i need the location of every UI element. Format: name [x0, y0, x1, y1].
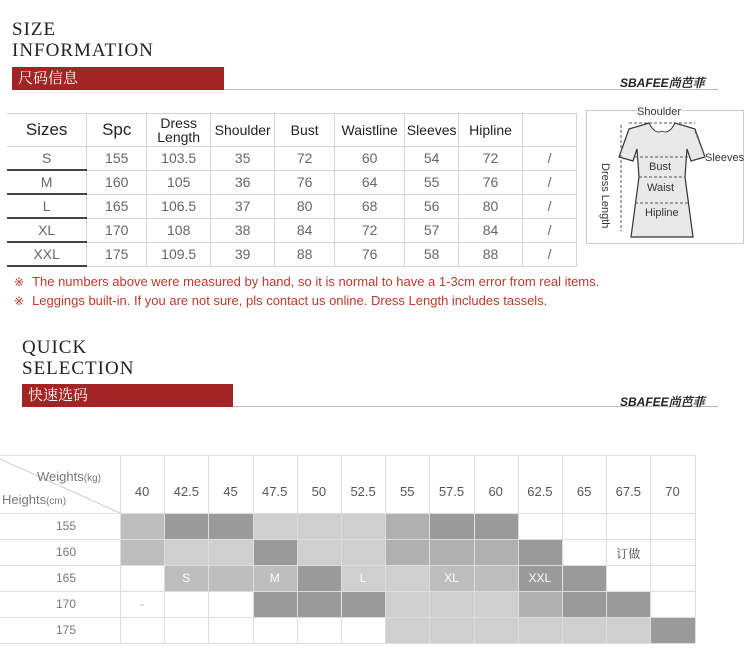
table-cell: 72 — [275, 147, 335, 171]
header-dress-length: Dress Length — [147, 114, 211, 147]
table-row — [7, 170, 577, 194]
shade-cell — [429, 539, 473, 565]
size-title-line2: INFORMATION — [12, 40, 154, 61]
header-waistline: Waistline — [335, 114, 405, 147]
table-cell: 88 — [275, 242, 335, 266]
grid-hline — [0, 643, 695, 644]
table-cell: 54 — [405, 147, 459, 171]
weight-header: 57.5 — [438, 484, 465, 499]
header-shoulder: Shoulder — [211, 114, 275, 147]
grid-hline — [0, 565, 695, 566]
note-mark: ※ — [14, 294, 25, 308]
quick-title-line1: QUICK — [22, 337, 88, 358]
table-cell: 88 — [459, 242, 523, 266]
table-cell: / — [523, 218, 577, 242]
table-cell: 170 — [87, 218, 147, 242]
weight-header: 65 — [576, 484, 592, 499]
shade-cell — [253, 513, 297, 539]
table-cell: 106.5 — [147, 194, 211, 218]
size-tag: L — [359, 571, 367, 585]
shade-cell — [562, 565, 606, 591]
shade-cell — [297, 539, 341, 565]
shade-cell — [562, 617, 606, 643]
custom-order-label: 订做 — [616, 547, 641, 561]
table-cell: 84 — [459, 218, 523, 242]
table-row — [7, 147, 577, 171]
diagram-hipline-label: Hipline — [645, 207, 679, 219]
shade-cell — [474, 617, 518, 643]
shade-cell — [297, 513, 341, 539]
heights-unit: (cm) — [46, 496, 67, 507]
shade-cell — [385, 617, 429, 643]
table-cell: 103.5 — [147, 147, 211, 171]
size-title-line1: SIZE — [12, 19, 57, 40]
weight-header: 62.5 — [527, 484, 553, 499]
header-sleeves: Sleeves — [405, 114, 459, 147]
height-label: 165 — [56, 571, 77, 585]
size-table-header — [7, 114, 577, 147]
brand-logo-2: SBAFEE尚芭菲 — [620, 395, 705, 409]
weight-header: 45 — [223, 484, 238, 499]
weight-header: 67.5 — [615, 484, 641, 499]
size-table — [7, 113, 577, 267]
note-2 — [14, 293, 547, 308]
table-cell: 76 — [335, 242, 405, 266]
table-cell: 109.5 — [147, 242, 211, 266]
weights-header — [37, 469, 101, 484]
table-cell: 155 — [87, 147, 147, 171]
grid-hline — [0, 539, 695, 540]
shade-cell — [385, 539, 429, 565]
table-row — [7, 242, 577, 266]
shade-cell — [385, 565, 429, 591]
table-cell: 105 — [147, 170, 211, 194]
table-cell: 72 — [459, 147, 523, 171]
shade-cell — [474, 539, 518, 565]
table-cell: 35 — [211, 147, 275, 171]
shade-cell — [341, 513, 385, 539]
shade-cell — [253, 539, 297, 565]
shade-cell — [429, 591, 473, 617]
grid-vline — [695, 455, 696, 643]
diagram-dress-length-label: Dress Length — [599, 163, 611, 229]
shade-cell — [518, 539, 562, 565]
table-cell: 76 — [459, 170, 523, 194]
table-cell: / — [523, 147, 577, 171]
table-cell: / — [523, 170, 577, 194]
height-label: 175 — [56, 623, 77, 637]
table-cell: 68 — [335, 194, 405, 218]
note-1 — [14, 274, 599, 289]
shade-cell — [385, 513, 429, 539]
grid-hline — [0, 617, 695, 618]
size-cell: L — [7, 194, 87, 218]
table-cell: 64 — [335, 170, 405, 194]
table-cell: 108 — [147, 218, 211, 242]
size-cell: XL — [7, 218, 87, 242]
table-cell: 84 — [275, 218, 335, 242]
weight-header: 50 — [311, 484, 327, 499]
table-cell: 165 — [87, 194, 147, 218]
table-cell: 37 — [211, 194, 275, 218]
table-cell: 60 — [335, 147, 405, 171]
shade-cell — [120, 539, 164, 565]
diagram-sleeves-label: Sleeves — [705, 152, 745, 164]
shade-cell — [208, 539, 252, 565]
grid-hline — [0, 591, 695, 592]
shade-cell — [606, 591, 650, 617]
grid-hline — [0, 513, 695, 514]
shade-cell — [385, 591, 429, 617]
size-tag: S — [182, 571, 191, 585]
weights-unit: (kg) — [83, 473, 101, 484]
header-extra — [523, 114, 577, 147]
table-cell: 80 — [459, 194, 523, 218]
size-info-bar: 尺码信息 — [12, 67, 224, 90]
weight-header: 40 — [134, 484, 150, 499]
table-cell: / — [523, 194, 577, 218]
weight-header: 60 — [488, 484, 503, 499]
diagram-bust-label: Bust — [649, 161, 672, 173]
header-sizes: Sizes — [7, 114, 87, 147]
table-row — [7, 194, 577, 218]
shade-cell — [518, 617, 562, 643]
table-cell: 160 — [87, 170, 147, 194]
dress-diagram — [586, 106, 745, 244]
shade-cell — [208, 565, 252, 591]
shade-cell — [208, 513, 252, 539]
brand-logo: SBAFEE尚芭菲 — [620, 76, 705, 90]
table-cell: 36 — [211, 170, 275, 194]
shade-cell — [562, 591, 606, 617]
table-cell: 58 — [405, 242, 459, 266]
shade-cell — [297, 591, 341, 617]
weight-header: 42.5 — [173, 484, 199, 499]
note-text: The numbers above were measured by hand, so it is normal to have a 1-3cm error from real items. — [32, 274, 600, 289]
heights-header — [2, 492, 66, 507]
shade-cell — [650, 617, 694, 643]
shade-cell — [341, 539, 385, 565]
shade-cell — [164, 539, 208, 565]
shade-cell — [474, 513, 518, 539]
header-bust: Bust — [275, 114, 335, 147]
weight-header: 70 — [665, 484, 680, 499]
shade-cell — [474, 591, 518, 617]
table-cell: 76 — [275, 170, 335, 194]
height-label: 155 — [56, 519, 77, 533]
header-hipline: Hipline — [459, 114, 523, 147]
weight-header: 47.5 — [262, 484, 288, 499]
table-cell: 55 — [405, 170, 459, 194]
quick-selection-grid — [0, 455, 750, 657]
size-tag: M — [269, 571, 280, 585]
size-cell: S — [7, 147, 87, 171]
weight-header: 52.5 — [350, 484, 376, 499]
table-cell: 57 — [405, 218, 459, 242]
note-mark: ※ — [14, 275, 25, 289]
table-row — [7, 218, 577, 242]
table-cell: 80 — [275, 194, 335, 218]
shade-cell — [474, 565, 518, 591]
shade-cell — [120, 513, 164, 539]
height-label: 170 — [56, 597, 77, 611]
shade-cell — [164, 513, 208, 539]
shade-cell — [253, 591, 297, 617]
dash-mark: - — [140, 597, 145, 611]
weights-label: Weights — [37, 469, 84, 484]
grid-hline — [0, 455, 695, 456]
table-cell: 56 — [405, 194, 459, 218]
table-cell: / — [523, 242, 577, 266]
heights-label: Heights — [2, 492, 47, 507]
table-cell: 72 — [335, 218, 405, 242]
header-spc: Spc — [87, 114, 147, 147]
size-tag: XXL — [528, 571, 552, 585]
size-cell: M — [7, 170, 87, 194]
weight-header: 55 — [400, 484, 415, 499]
size-tag: XL — [444, 571, 459, 585]
quick-title-line2: SELECTION — [22, 358, 135, 379]
shade-cell — [297, 565, 341, 591]
shade-cell — [606, 617, 650, 643]
diagram-waist-label: Waist — [647, 182, 675, 194]
shade-cell — [429, 513, 473, 539]
shade-cell — [518, 591, 562, 617]
table-cell: 39 — [211, 242, 275, 266]
quick-selection-bar: 快速选码 — [22, 384, 233, 407]
height-label: 160 — [56, 545, 77, 559]
diagram-shoulder-label: Shoulder — [637, 106, 682, 118]
shade-cell — [341, 591, 385, 617]
table-cell: 38 — [211, 218, 275, 242]
size-cell: XXL — [7, 242, 87, 266]
table-cell: 175 — [87, 242, 147, 266]
shade-cell — [429, 617, 473, 643]
note-text: Leggings built-in. If you are not sure, pls contact us online. Dress Length includes tassels. — [32, 293, 548, 308]
